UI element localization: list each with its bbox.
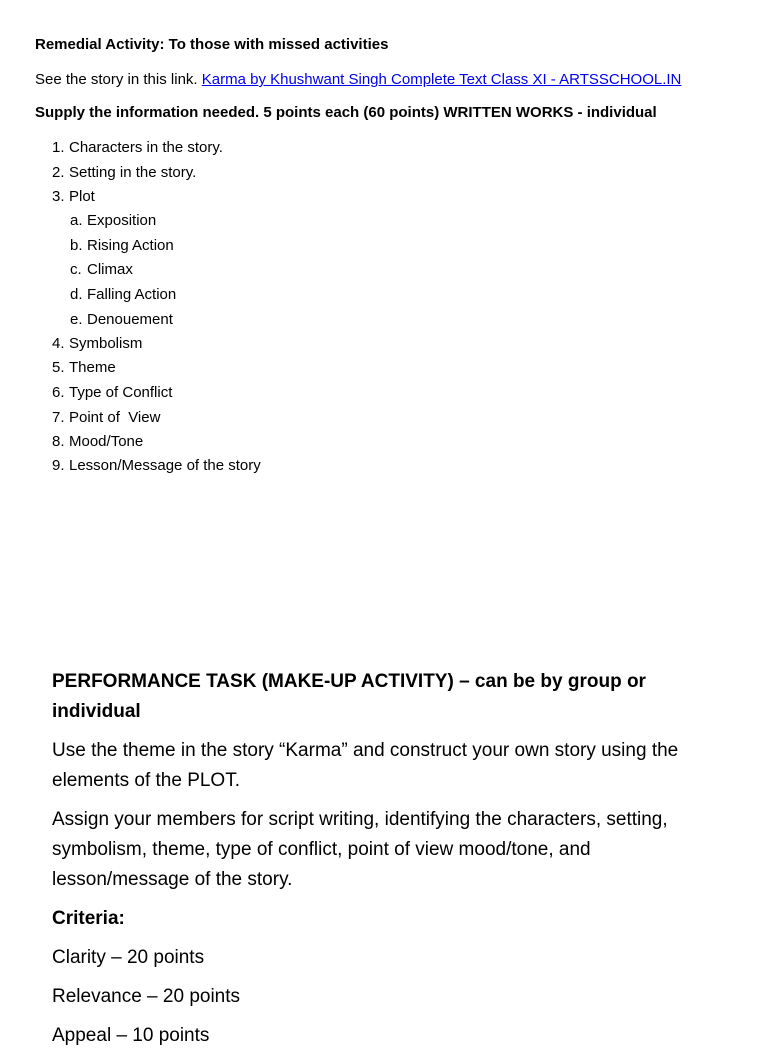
list-item-text: Lesson/Message of the story	[69, 457, 261, 474]
list-item	[52, 358, 116, 378]
list-item-text: Falling Action	[87, 286, 177, 303]
list-item	[52, 456, 261, 476]
list-item-text: Climax	[87, 261, 133, 278]
sub-list-item	[70, 260, 133, 280]
list-item-text: Symbolism	[69, 335, 143, 352]
list-marker: 4.	[52, 335, 65, 352]
criteria-item: Clarity – 20 points	[52, 947, 205, 968]
list-marker: 5.	[52, 359, 65, 376]
list-marker: 7.	[52, 409, 65, 426]
list-item-text: Rising Action	[87, 237, 174, 254]
list-item-text: Type of Conflict	[69, 384, 173, 401]
list-item-text: Theme	[69, 359, 116, 376]
sub-list-item	[70, 285, 176, 305]
list-item	[52, 408, 160, 428]
list-item	[52, 163, 196, 183]
list-item-text: Setting in the story.	[69, 164, 197, 181]
list-marker: d.	[70, 286, 83, 303]
list-item	[52, 334, 142, 354]
sub-list-item	[70, 211, 156, 231]
performance-task-section	[52, 667, 722, 1051]
list-item-text: Mood/Tone	[69, 433, 144, 450]
list-marker: 9.	[52, 457, 65, 474]
list-item-text: Point of View	[69, 409, 161, 426]
criteria-item: Appeal – 10 points	[52, 1025, 210, 1046]
list-item	[52, 187, 95, 207]
page-heading: Remedial Activity: To those with missed activities	[35, 36, 389, 53]
list-marker: a.	[70, 212, 83, 229]
sub-list-item	[70, 310, 173, 330]
list-marker: 6.	[52, 384, 65, 401]
instructions: Supply the information needed. 5 points each (60 points) WRITTEN WORKS - individual	[35, 104, 657, 121]
list-item	[52, 138, 223, 158]
performance-task-para2: Assign your members for script writing, identifying the characters, setting, symbolism, theme, type of conflict, point of view mood/tone, and lesson/message of the story.	[52, 809, 668, 890]
list-item	[52, 383, 172, 403]
list-item-text: Characters in the story.	[69, 139, 223, 156]
list-marker: 1.	[52, 139, 65, 156]
list-marker: 2.	[52, 164, 65, 181]
list-item-text: Plot	[69, 188, 95, 205]
list-item-text: Exposition	[87, 212, 157, 229]
list-marker: c.	[70, 261, 82, 278]
list-marker: 3.	[52, 188, 65, 205]
criteria-item: Relevance – 20 points	[52, 986, 241, 1007]
story-link-line	[35, 70, 681, 90]
list-marker: e.	[70, 311, 83, 328]
list-marker: 8.	[52, 433, 65, 450]
list-item	[52, 432, 143, 452]
sub-list-item	[70, 236, 174, 256]
criteria-label: Criteria:	[52, 908, 125, 929]
list-marker: b.	[70, 237, 83, 254]
link-prefix: See the story in this link.	[35, 71, 202, 88]
story-link[interactable]: Karma by Khushwant Singh Complete Text Class XI - ARTSSCHOOL.IN	[201, 71, 682, 88]
performance-task-para1: Use the theme in the story “Karma” and construct your own story using the elements of the PLOT.	[52, 740, 679, 791]
performance-task-title: PERFORMANCE TASK (MAKE-UP ACTIVITY) – can be by group or individual	[52, 671, 646, 722]
list-item-text: Denouement	[87, 311, 173, 328]
